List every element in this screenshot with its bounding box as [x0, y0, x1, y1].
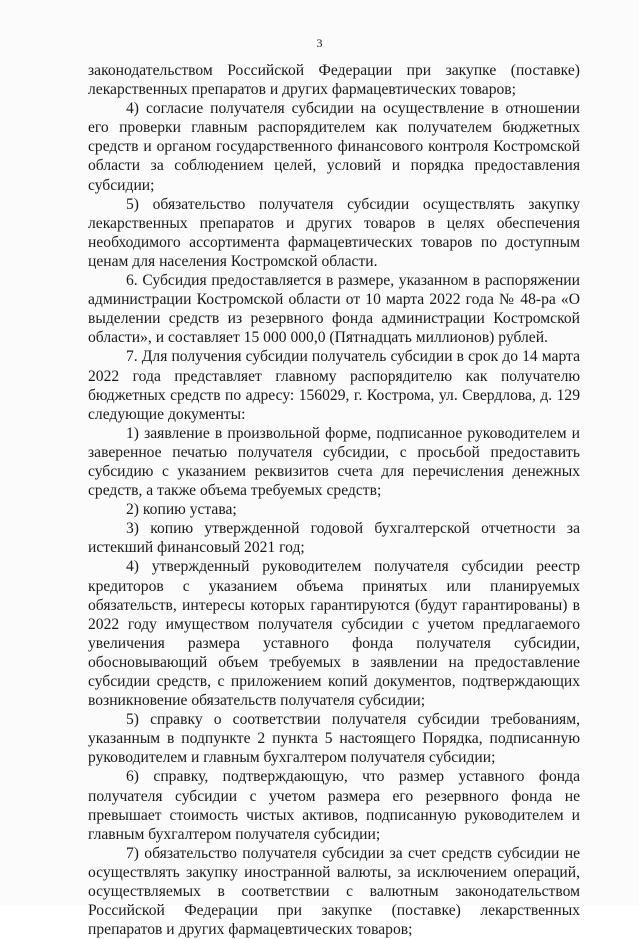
paragraph-item-5-obligation: 5) обязательство получателя субсидии осуществлять закупку лекарственных препаратов и других товаров в целях обеспечения необходимого ассортимента фармацевтических товаров по доступным ценам для населения Костромской области.	[88, 195, 580, 270]
doc-item-2-charter: 2) копию устава;	[126, 501, 237, 519]
document-body	[88, 61, 580, 939]
paragraph-continuation: законодательством Российской Федерации при закупке (поставке) лекарственных препаратов и других фармацевтических товаров;	[88, 62, 580, 99]
doc-item-3-accounting: 3) копию утвержденной годовой бухгалтерской отчетности за истекший финансовый 2021 год;	[88, 520, 580, 557]
doc-item-6-capital-certificate: 6) справку, подтверждающую, что размер уставного фонда получателя субсидии с учетом размера его резервного фонда не превышает стоимость чистых активов, подписанную руководителем и главным бухгалтером получателя субсидии;	[88, 768, 580, 843]
paragraph-7-documents: 7. Для получения субсидии получатель субсидии в срок до 14 марта 2022 года представляет главному распорядителю как получателю бюджетных средств по адресу: 156029, г. Кострома, ул. Свердлова, д. 129 следующие документы:	[88, 348, 580, 423]
page-number: 3	[316, 36, 323, 50]
doc-item-1-application: 1) заявление в произвольной форме, подписанное руководителем и заверенное печатью получателя субсидии, с просьбой предоставить субсидию с указанием реквизитов счета для перечисления денежных средств, а также объема требуемых средств;	[88, 424, 580, 500]
doc-item-5-compliance-certificate: 5) справку о соответствии получателя субсидии требованиям, указанным в подпункте 2 пункта 5 настоящего Порядка, подписанную руководителем и главным бухгалтером получателя субсидии;	[88, 711, 580, 767]
doc-item-7-currency-obligation: 7) обязательство получателя субсидии за счет средств субсидии не осуществлять закупку иностранной валюты, за исключением операций, осуществляемых в соответствии с валютным законодательством Российской Федерации при закупке (поставке) лекарственных препаратов и других фармацевтических товаров;	[88, 844, 580, 939]
doc-item-4-creditors-register: 4) утвержденный руководителем получателя субсидии реестр кредиторов с указанием объема принятых или планируемых обязательств, интересы которых гарантируются (будут гарантированы) в 2022 году имуществом получателя субсидии с учетом предлагаемого увеличения размера уставного фонда получателя субсидии, обосновывающий объем требуемых в заявлении на предоставление субсидии средств, с приложением копий документов, подтверждающих возникновение обязательств получателя субсидии;	[88, 558, 580, 710]
paragraph-6-subsidy-amount: 6. Субсидия предоставляется в размере, указанном в распоряжении администрации Костромской области от 10 марта 2022 года № 48-ра «О выделении средств из резервного фонда администрации Костромской области», и составляет 15 000 000,0 (Пятнадцать миллионов) рублей.	[88, 272, 580, 347]
paragraph-item-4-consent: 4) согласие получателя субсидии на осуществление в отношении его проверки главным распорядителем как получателем бюджетных средств и органом государственного финансового контроля Костромской области за соблюдением целей, условий и порядка предоставления субсидии;	[88, 100, 580, 194]
